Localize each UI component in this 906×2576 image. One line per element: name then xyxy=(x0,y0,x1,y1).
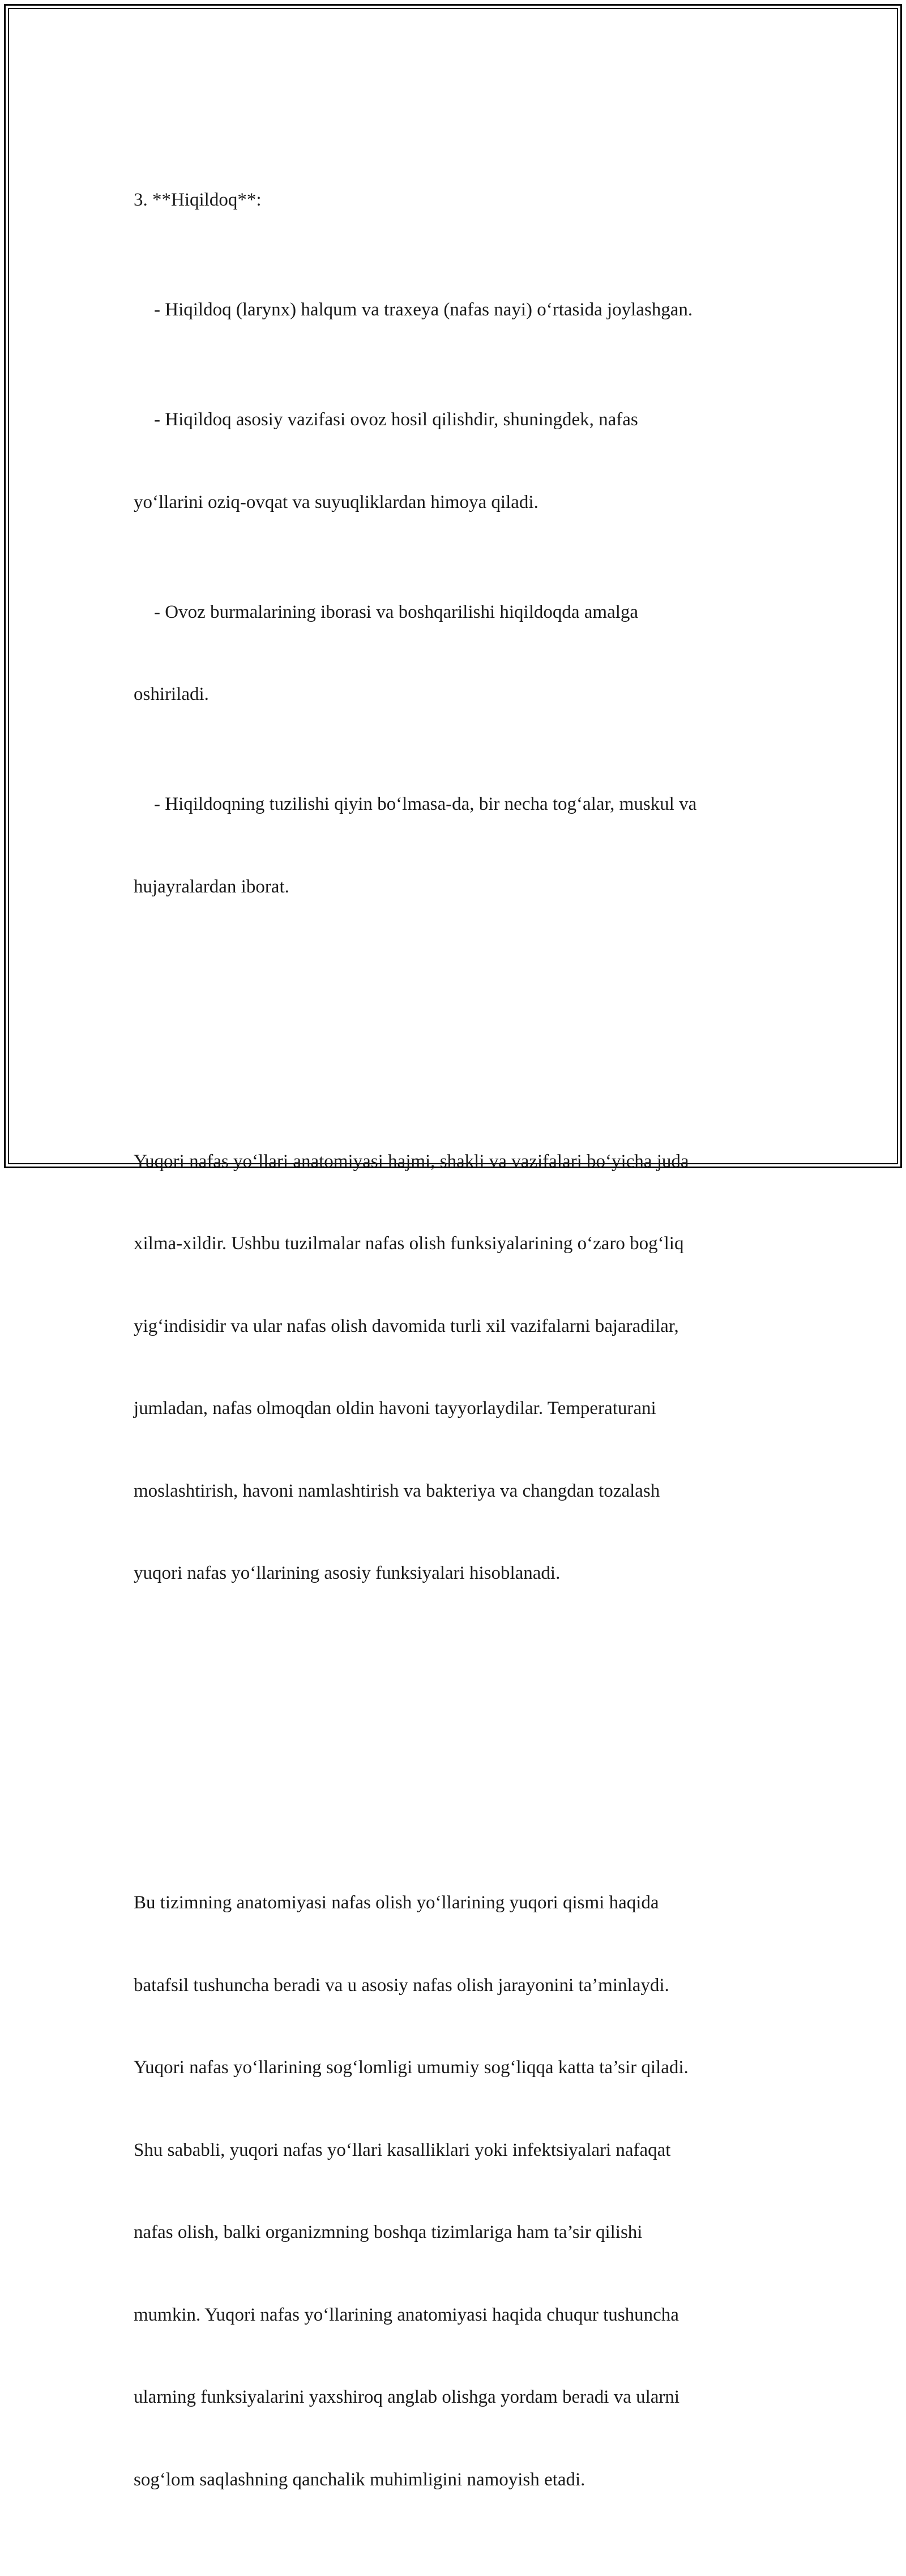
paragraph-line: nafas olish, balki organizmning boshqa tizimlariga ham ta’sir qilishi xyxy=(134,2222,643,2242)
bullet-4-continuation: hujayralardan iborat. xyxy=(134,876,289,897)
document-body xyxy=(134,131,768,2576)
paragraph-line: moslashtirish, havoni namlashtirish va bakteriya va changdan tozalash xyxy=(134,1480,660,1501)
bullet-1: - Hiqildoq (larynx) halqum va traxeya (nafas nayi) o‘rtasida joylashgan. xyxy=(154,300,693,320)
bullet-4: - Hiqildoqning tuzilishi qiyin bo‘lmasa-da, bir necha tog‘alar, muskul va xyxy=(154,794,697,814)
bullet-3: - Ovoz burmalarining iborasi va boshqarilishi hiqildoqda amalga xyxy=(154,601,639,622)
paragraph-line: yuqori nafas yo‘llarining asosiy funksiyalari hisoblanadi. xyxy=(134,1563,561,1583)
section-heading: 3. **Hiqildoq**: xyxy=(134,190,262,210)
paragraph-line: Yuqori nafas yo‘llarining sog‘lomligi umumiy sog‘liqqa katta ta’sir qiladi. xyxy=(134,2057,689,2078)
paragraph-gap xyxy=(134,983,768,1011)
paragraph-line: xilma-xildir. Ushbu tuzilmalar nafas olish funksiyalarining o‘zaro bog‘liq xyxy=(134,1233,684,1254)
paragraph-line: jumladan, nafas olmoqdan oldin havoni tayyorlaydilar. Temperaturani xyxy=(134,1398,656,1419)
paragraph-line: sog‘lom saqlashning qanchalik muhimligini namoyish etadi. xyxy=(134,2469,586,2490)
paragraph-1 xyxy=(134,1093,768,1642)
paragraph-line: batafsil tushuncha beradi va u asosiy nafas olish jarayonini ta’minlaydi. xyxy=(134,1975,669,1996)
paragraph-line: Yuqori nafas yo‘llari anatomiyasi hajmi, shakli va vazifalari bo‘yicha juda xyxy=(134,1151,689,1172)
paragraph-line: Shu sababli, yuqori nafas yo‘llari kasalliklari yoki infektsiyalari nafaqat xyxy=(134,2139,671,2160)
paragraph-gap xyxy=(134,1724,768,1752)
bullet-2-continuation: yo‘llarini oziq-ovqat va suyuqliklardan himoya qiladi. xyxy=(134,492,539,512)
paragraph-line: Bu tizimning anatomiyasi nafas olish yo‘llarining yuqori qismi haqida xyxy=(134,1893,659,1913)
paragraph-2 xyxy=(134,1834,768,2548)
bullet-2: - Hiqildoq asosiy vazifasi ovoz hosil qilishdir, shuningdek, nafas xyxy=(154,409,638,430)
paragraph-line: mumkin. Yuqori nafas yo‘llarining anatomiyasi haqida chuqur tushuncha xyxy=(134,2304,679,2325)
paragraph-line: yig‘indisidir va ular nafas olish davomida turli xil vazifalarni bajaradilar, xyxy=(134,1315,679,1336)
bullet-3-continuation: oshiriladi. xyxy=(134,684,209,704)
paragraph-line: ularning funksiyalarini yaxshiroq anglab olishga yordam beradi va ularni xyxy=(134,2387,680,2407)
